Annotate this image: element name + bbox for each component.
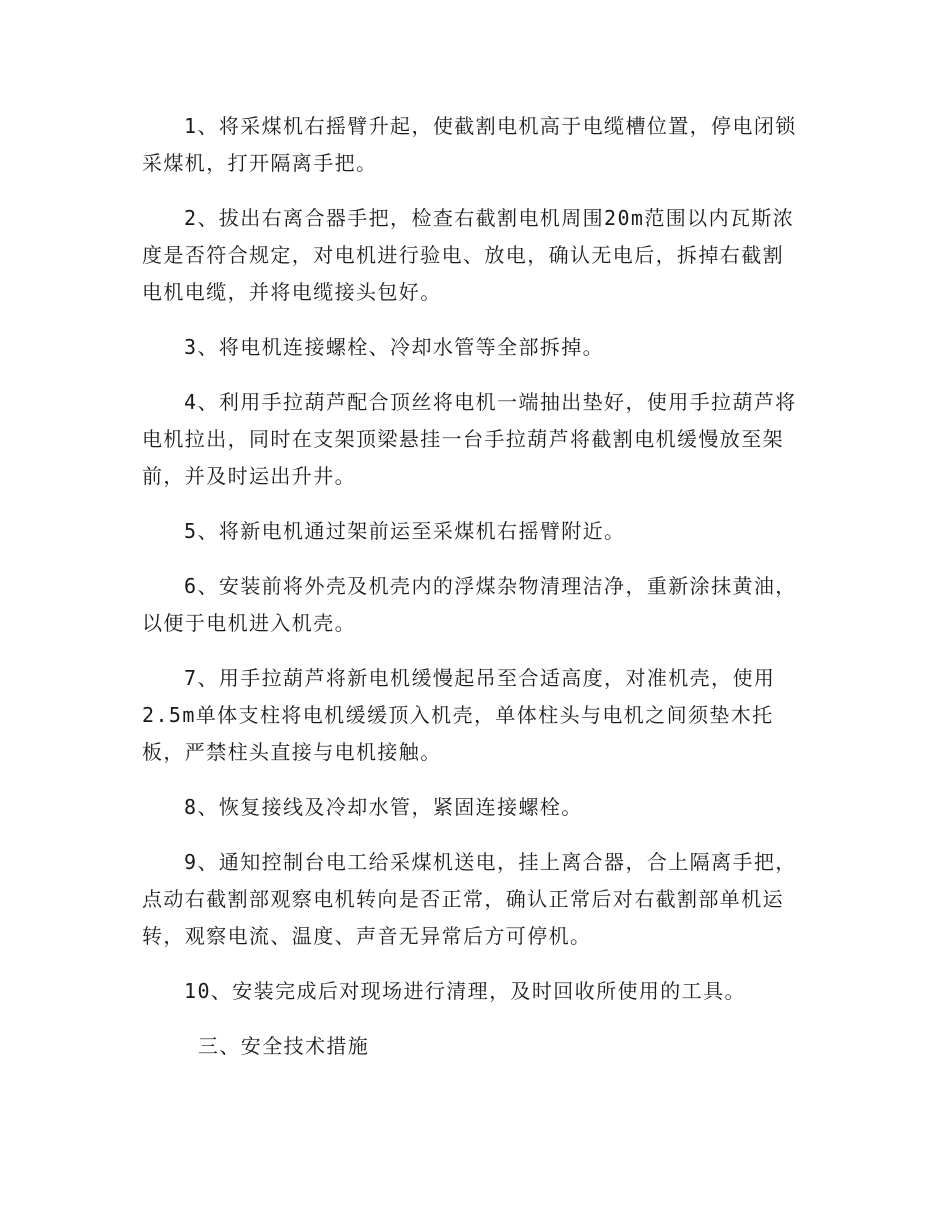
document-body: [142, 108, 808, 1065]
step-paragraph-2: [142, 200, 808, 311]
step-7-line-1: 7、用手拉葫芦将新电机缓慢起吊至合适高度，对准机壳，使用: [184, 666, 776, 690]
step-10-line-1: 10、安装完成后对现场进行清理，及时回收所使用的工具。: [184, 979, 746, 1003]
step-5-line-1: 5、将新电机通过架前运至采煤机右摇臂附近。: [184, 519, 626, 543]
step-9-line-1: 9、通知控制台电工给采煤机送电，挂上离合器，合上隔离手把，: [184, 850, 797, 874]
step-7-line-3: 板，严禁柱头直接与电机接触。: [142, 740, 442, 764]
step-4-line-2: 电机拉出，同时在支架顶梁悬挂一台手拉葫芦将截割电机缓慢放至架: [142, 427, 784, 451]
step-4-line-3: 前，并及时运出升井。: [142, 464, 356, 488]
step-6-line-1: 6、安装前将外壳及机壳内的浮煤杂物清理洁净，重新涂抹黄油，: [184, 574, 797, 598]
step-7-line-2: 2.5m单体支柱将电机缓缓顶入机壳，单体柱头与电机之间须垫木托: [142, 703, 774, 727]
section-heading: 三、安全技术措施: [198, 1034, 370, 1058]
step-paragraph-9: [142, 844, 808, 955]
step-9-line-3: 转，观察电流、温度、声音无异常后方可停机。: [142, 924, 592, 948]
step-8-line-1: 8、恢复接线及冷却水管，紧固连接螺栓。: [184, 795, 583, 819]
step-3-line-1: 3、将电机连接螺栓、冷却水管等全部拆掉。: [184, 335, 605, 359]
step-2-line-2: 度是否符合规定，对电机进行验电、放电，确认无电后，拆掉右截割: [142, 243, 784, 267]
step-1-line-1: 1、将采煤机右摇臂升起，使截割电机高于电缆槽位置，停电闭锁: [184, 114, 797, 138]
step-paragraph-10: [142, 973, 808, 1010]
step-4-line-1: 4、利用手拉葫芦配合顶丝将电机一端抽出垫好，使用手拉葫芦将: [184, 390, 797, 414]
step-paragraph-6: [142, 568, 808, 642]
step-paragraph-8: [142, 789, 808, 826]
step-paragraph-1: [142, 108, 808, 182]
step-paragraph-7: [142, 660, 808, 771]
step-6-line-2: 以便于电机进入机壳。: [142, 611, 356, 635]
step-paragraph-3: [142, 329, 808, 366]
step-paragraph-4: [142, 384, 808, 495]
step-2-line-1: 2、拔出右离合器手把，检查右截割电机周围20m范围以内瓦斯浓: [184, 206, 795, 230]
step-paragraph-5: [142, 513, 808, 550]
step-9-line-2: 点动右截割部观察电机转向是否正常，确认正常后对右截割部单机运: [142, 887, 784, 911]
step-1-line-2: 采煤机，打开隔离手把。: [142, 151, 378, 175]
step-2-line-3: 电机电缆，并将电缆接头包好。: [142, 280, 442, 304]
